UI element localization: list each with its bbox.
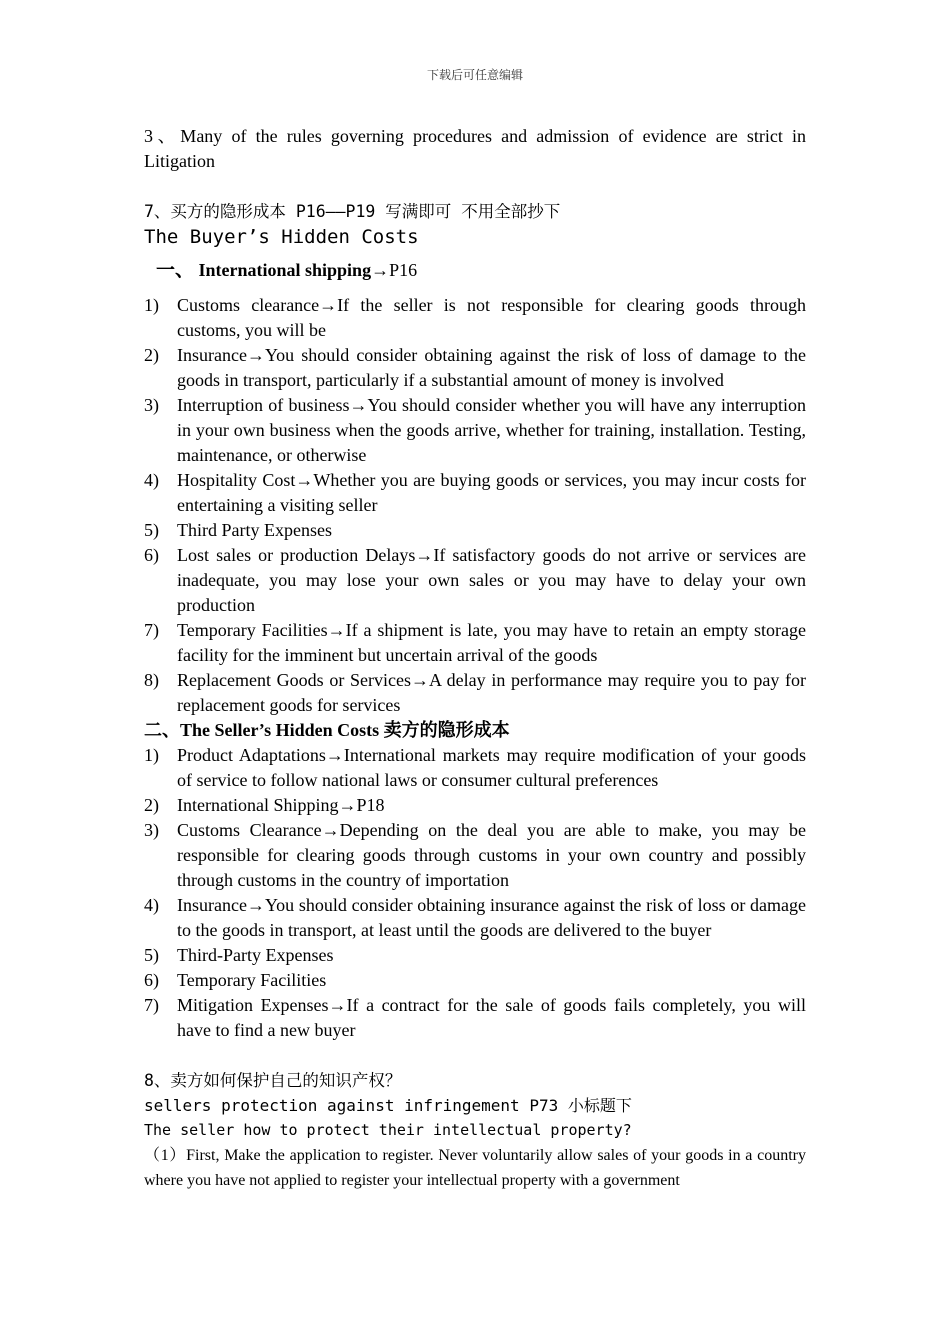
section-1-ref: →P16 [371,260,418,280]
section-1-prefix: 一、 [156,260,195,281]
buyer-cost-item [144,343,806,393]
spacer [144,174,806,199]
buyer-costs-list [144,293,806,718]
section-1-label: International shipping [198,260,372,280]
buyer-cost-item [144,518,806,543]
document-body [144,124,806,1193]
list-text: Interruption of business→You should consider whether you will have any interruption in your own business when the goods arrive, whether for training, installation. Testing, maintenance, or otherwise [177,395,806,465]
section-1-heading [156,258,806,283]
list-number: 8) [144,670,159,690]
seller-cost-item [144,993,806,1043]
list-text: Insurance→You should consider obtaining against the risk of loss of damage to the goods in transport, particularly if a substantial amount of money is involved [177,345,806,390]
seller-cost-item [144,968,806,993]
seller-cost-item [144,818,806,893]
seller-cost-item [144,743,806,793]
list-text: Lost sales or production Delays→If satisfactory goods do not arrive or services are inadequate, you may lose your own sales or you may have to delay your own production [177,545,806,615]
list-text: Third-Party Expenses [177,945,334,965]
list-number: 5) [144,520,159,540]
list-text: Replacement Goods or Services→A delay in performance may require you to pay for replacement goods for services [177,670,806,715]
list-number: 7) [144,995,159,1015]
list-number: 4) [144,470,159,490]
paragraph-3: 3、Many of the rules governing procedures and admission of evidence are strict in Litigation [144,126,806,171]
page-header: 下载后可任意编辑 [426,68,523,82]
list-text: Customs Clearance→Depending on the deal you are able to make, you may be responsible for clearing goods through customs in your own country and possibly through customs in the country of importation [177,820,806,890]
list-number: 1) [144,745,159,765]
buyer-cost-item [144,618,806,668]
question-8-line-1: sellers protection against infringement P73 小标题下 [144,1096,632,1115]
list-number: 1) [144,295,159,315]
seller-costs-list [144,743,806,1043]
list-number: 2) [144,345,159,365]
list-text: Third Party Expenses [177,520,332,540]
list-number: 7) [144,620,159,640]
seller-cost-item [144,793,806,818]
list-text: Customs clearance→If the seller is not responsible for clearing goods through customs, you will be [177,295,806,340]
list-number: 4) [144,895,159,915]
spacer [144,1043,806,1068]
list-text: International Shipping→P18 [177,795,385,815]
question-8-line-2: The seller how to protect their intellectual property? [144,1121,632,1139]
list-number: 2) [144,795,159,815]
buyer-cost-item [144,468,806,518]
list-number: 6) [144,545,159,565]
buyer-cost-item [144,668,806,718]
seller-cost-item [144,893,806,943]
buyer-cost-item [144,293,806,343]
list-number: 5) [144,945,159,965]
buyer-cost-item [144,543,806,618]
list-text: Temporary Facilities [177,970,327,990]
section-2-heading: 二、The Seller’s Hidden Costs 卖方的隐形成本 [144,720,510,740]
question-8-paragraph: （1）First, Make the application to register. Never voluntarily allow sales of your goods in a country where you have not applied to register your intellectual property with a government [144,1147,806,1189]
list-number: 6) [144,970,159,990]
list-text: Product Adaptations→International markets may require modification of your goods of service to follow national laws or consumer cultural preferences [177,745,806,790]
question-7-heading: 7、买方的隐形成本 P16——P19 写满即可 不用全部抄下 [144,202,561,221]
list-number: 3) [144,820,159,840]
list-text: Mitigation Expenses→If a contract for the sale of goods fails completely, you will have to find a new buyer [177,995,806,1040]
list-text: Hospitality Cost→Whether you are buying goods or services, you may incur costs for entertaining a visiting seller [177,470,806,515]
buyer-cost-item [144,393,806,468]
seller-cost-item [144,943,806,968]
buyer-hidden-costs-title: The Buyer’s Hidden Costs [144,226,419,248]
list-text: Insurance→You should consider obtaining insurance against the risk of loss or damage to the goods in transport, at least until the goods are delivered to the buyer [177,895,806,940]
question-8-heading: 8、卖方如何保护自己的知识产权？ [144,1071,402,1090]
list-text: Temporary Facilities→If a shipment is late, you may have to retain an empty storage facility for the imminent but uncertain arrival of the goods [177,620,806,665]
list-number: 3) [144,395,159,415]
